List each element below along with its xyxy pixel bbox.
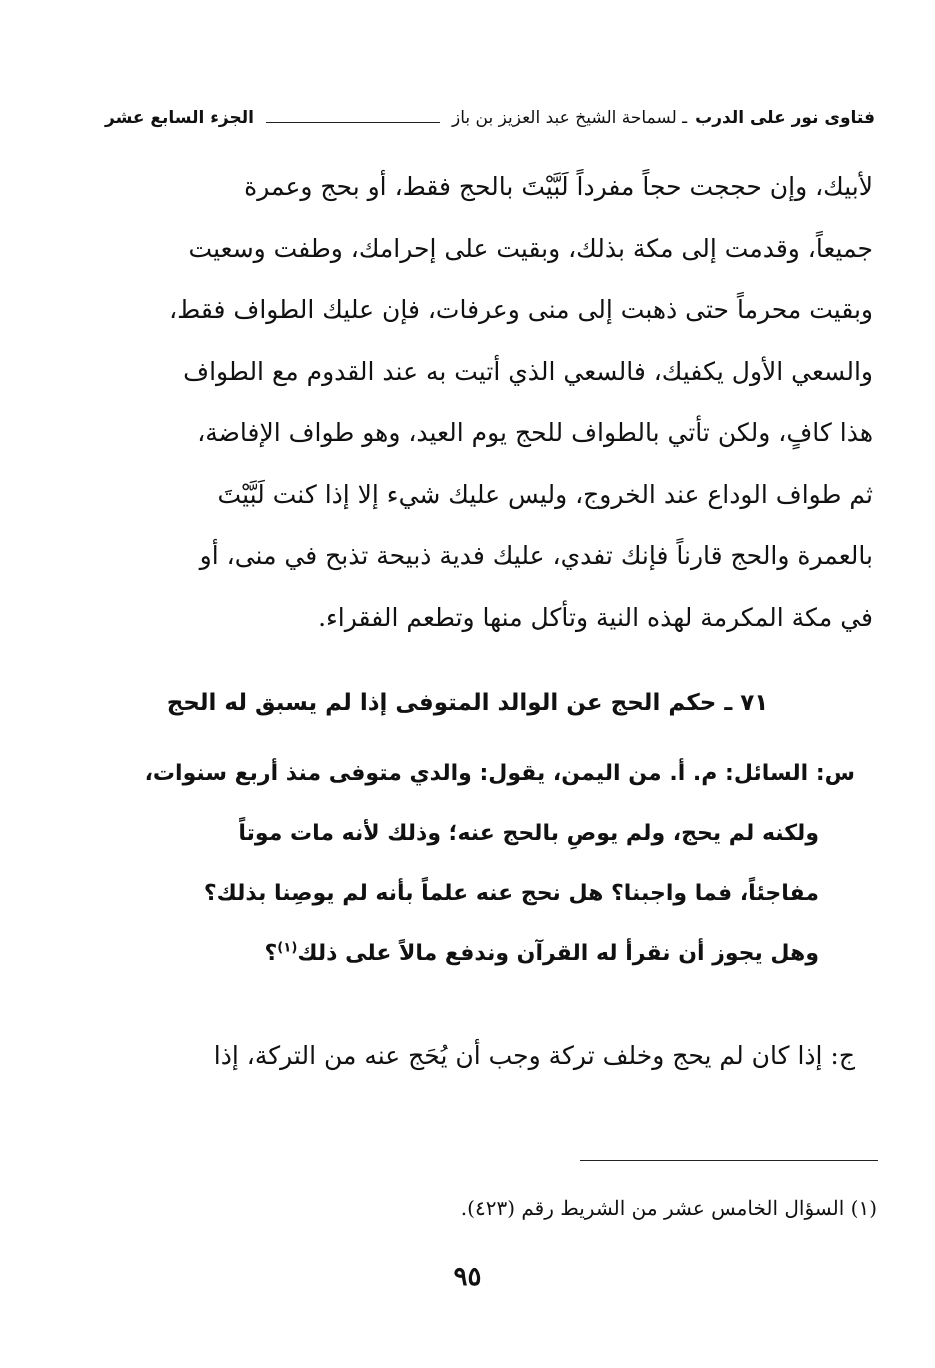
page-number: ٩٥	[453, 1262, 482, 1292]
question-line: مفاجئاً، فما واجبنا؟ هل نحج عنه علماً بأنه لم يوصِنا بذلك؟	[203, 881, 819, 906]
body-line: بالعمرة والحج قارناً فإنك تفدي، عليك فدية ذبيحة تذبح في منى، أو	[199, 541, 873, 570]
body-line: هذا كافٍ، ولكن تأتي بالطواف للحج يوم العيد، وهو طواف الإفاضة،	[197, 418, 873, 447]
volume-label: الجزء السابع عشر	[105, 108, 254, 128]
body-line: وبقيت محرماً حتى ذهبت إلى منى وعرفات، فإن عليك الطواف فقط،	[169, 295, 873, 324]
question-line: ولكنه لم يحج، ولم يوصِ بالحج عنه؛ وذلك لأنه مات موتاً	[238, 821, 819, 846]
question-line	[95, 924, 855, 984]
running-header	[105, 100, 875, 136]
section-title: ٧١ ـ حكم الحج عن الوالد المتوفى إذا لم يسبق له الحج	[166, 690, 769, 716]
answer-line: ج: إذا كان لم يحج وخلف تركة وجب أن يُحَج عنه من التركة، إذا	[213, 1041, 855, 1070]
footnote-divider	[580, 1160, 878, 1161]
body-line: في مكة المكرمة لهذه النية وتأكل منها وتطعم الفقراء.	[318, 602, 873, 632]
book-title: فتاوى نور على الدرب	[695, 108, 875, 128]
question-mark: ؟	[264, 941, 278, 966]
question-block	[95, 744, 855, 984]
body-line: والسعي الأول يكفيك، فالسعي الذي أتيت به عند القدوم مع الطواف	[183, 356, 873, 386]
question-text: وهل يجوز أن نقرأ له القرآن وندفع مالاً على ذلك	[297, 941, 819, 966]
footnote: (١) السؤال الخامس عشر من الشريط رقم (٤٢٣).	[460, 1196, 877, 1220]
footnote-marker: (١)	[277, 940, 298, 956]
body-paragraph	[103, 156, 873, 648]
body-line: ثم طواف الوداع عند الخروج، وليس عليك شيء إلا إذا كنت لَبَّيْتَ	[217, 479, 873, 509]
question-line: س: السائل: م. أ. من اليمن، يقول: والدي متوفى منذ أربع سنوات،	[144, 761, 855, 786]
body-line: جميعاً، وقدمت إلى مكة بذلك، وبقيت على إحرامك، وطفت وسعيت	[188, 233, 873, 263]
header-rule	[266, 122, 440, 123]
body-line: لأبيك، وإن حججت حجاً مفرداً لَبَّيْتَ بالحج فقط، أو بحج وعمرة	[244, 172, 873, 201]
author-name: ـ لسماحة الشيخ عبد العزيز بن باز	[452, 108, 688, 128]
